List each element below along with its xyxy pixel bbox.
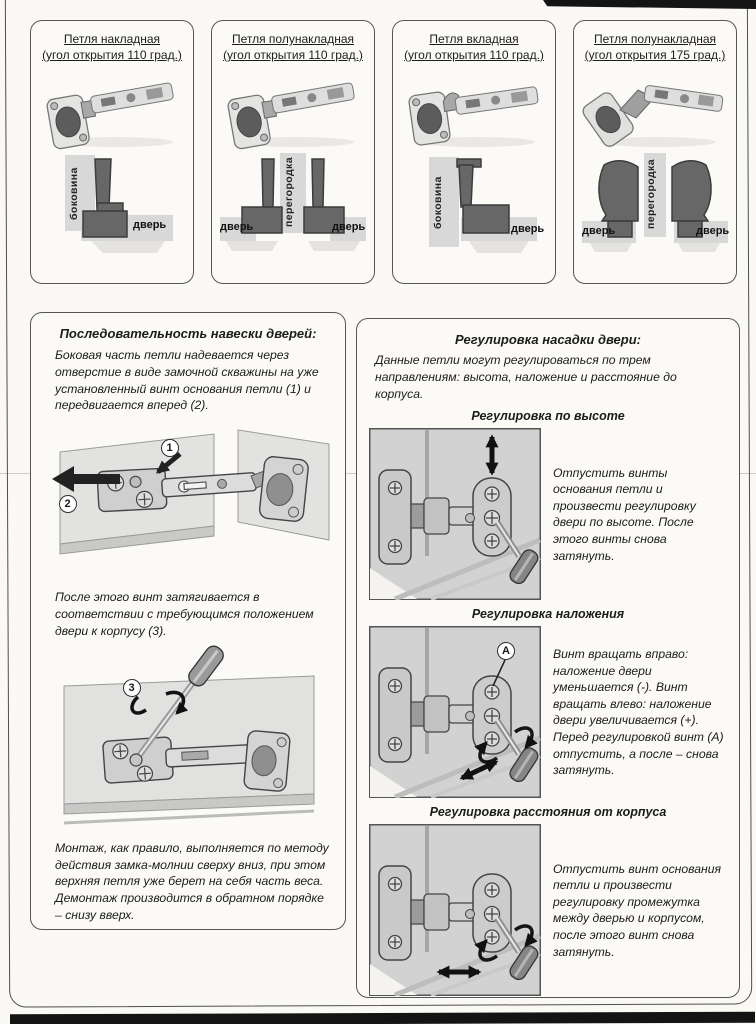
panel-label: боковина [432,177,444,230]
panel-label: перегородка [645,159,657,230]
card-title-line1: Петля полунакладная [593,32,717,46]
hinge-photo [393,63,555,149]
section-diagram [399,151,549,265]
card-title [574,31,736,63]
distance-adjust-text: Отпустить винт основания петли и произвести регулировку промежутка между дверью и корпусом, после этого винт снова затянуть. [553,861,722,959]
distance-adjust-drawing [369,824,541,996]
door-adjustment-box [356,318,740,998]
door-label-right: дверь [332,221,366,234]
adjustment-section-height [357,409,739,600]
adjustment-section-distance [357,805,739,996]
sequence-box-title: Последовательность навески дверей: [59,326,317,341]
sequence-paragraph-2: После этого винт затягивается в соответствии с требующимся положением двери к корпусу (3). [55,590,314,638]
hinge-photo-illustration [399,62,549,150]
door-label: дверь [133,219,167,232]
door-hanging-sequence-box [30,312,346,930]
height-adjust-drawing [369,428,541,600]
sequence-paragraph-3: Монтаж, как правило, выполняется по методу действия замка-молнии сверху вниз, при этом верхняя петля уже берет на себя часть веса. Демонтаж производится в обратном порядке – снизу вверх. [55,840,329,923]
hinge-photo-illustration [580,62,730,150]
overlay-adjust-text: Винт вращать вправо: наложение двери уменьшается (-). Винт вращать влево: наложение двери увеличивается (+). Перед регулировкой винт (A) отпустить, а после – снова затянуть. [553,647,724,778]
height-adjust-illustration [369,428,541,600]
card-title [393,31,555,63]
sequence-paragraph-1: Боковая часть петли надевается через отверстие в виде замочной скважины на уже установленный винт основания петли (1) и передвигается вперед (2). [55,348,319,413]
overlay-adjust-illustration [369,626,541,798]
section-heading: Регулировка по высоте [471,409,625,424]
door-label-left: дверь [582,225,616,238]
adjustment-section-overlay [357,607,739,798]
door-label-right: дверь [696,225,730,238]
section-heading: Регулировка наложения [471,607,625,622]
hinge-photo-illustration [218,62,368,150]
callout-1: 1 [161,439,179,457]
door-label-left: дверь [220,221,254,234]
adjustment-box-title: Регулировка насадки двери: [455,332,641,347]
section-diagram [218,151,368,265]
card-title-line1: Петля вкладная [429,32,519,46]
overlay-adjust-drawing [369,626,541,798]
section-heading: Регулировка расстояния от корпуса [429,805,667,820]
card-title-line1: Петля полунакладная [231,32,355,46]
adjustment-intro: Данные петли могут регулироваться по трем направлениям: высота, наложение и расстояние до корпуса. [375,353,677,401]
overlay-section-drawing [37,151,187,263]
card-title [31,31,193,63]
section-diagram [580,151,730,265]
screw-tightening-illustration [46,644,331,834]
height-adjust-text: Отпустить винты основания петли и произвести регулировку двери по высоте. После этого винты снова затянуть. [553,465,696,563]
hinge-mounting-illustration [46,418,331,583]
panel-label: боковина [68,168,80,221]
hinge-photo [212,63,374,149]
inset-section-drawing [399,151,549,263]
scan-artifact-bottom [10,1012,755,1024]
hinge-photo-illustration [37,62,187,150]
tightening-drawing [46,644,331,834]
distance-adjust-illustration [369,824,541,996]
card-title-line2: (угол открытия 110 град.) [404,48,544,63]
hinge-card-175 [573,20,737,284]
callout-3: 3 [123,679,141,697]
section-diagram [37,151,187,265]
mounting-drawing [46,418,331,583]
scan-artifact-top [543,0,756,9]
card-title-line2: (угол открытия 110 град.) [223,48,363,63]
hinge-card-overlay [30,20,194,284]
card-title [212,31,374,63]
door-label: дверь [511,223,545,236]
hinge-card-inset [392,20,556,284]
card-title-line2: (угол открытия 175 град.) [584,48,726,63]
card-title-line2: (угол открытия 110 град.) [42,48,182,63]
hinge-photo [31,63,193,149]
callout-a: A [497,642,515,660]
hinge-card-half-overlay [211,20,375,284]
hinge-photo [574,63,736,149]
callout-2: 2 [59,495,77,513]
panel-label: перегородка [283,157,295,228]
card-title-line1: Петля накладная [63,32,161,46]
